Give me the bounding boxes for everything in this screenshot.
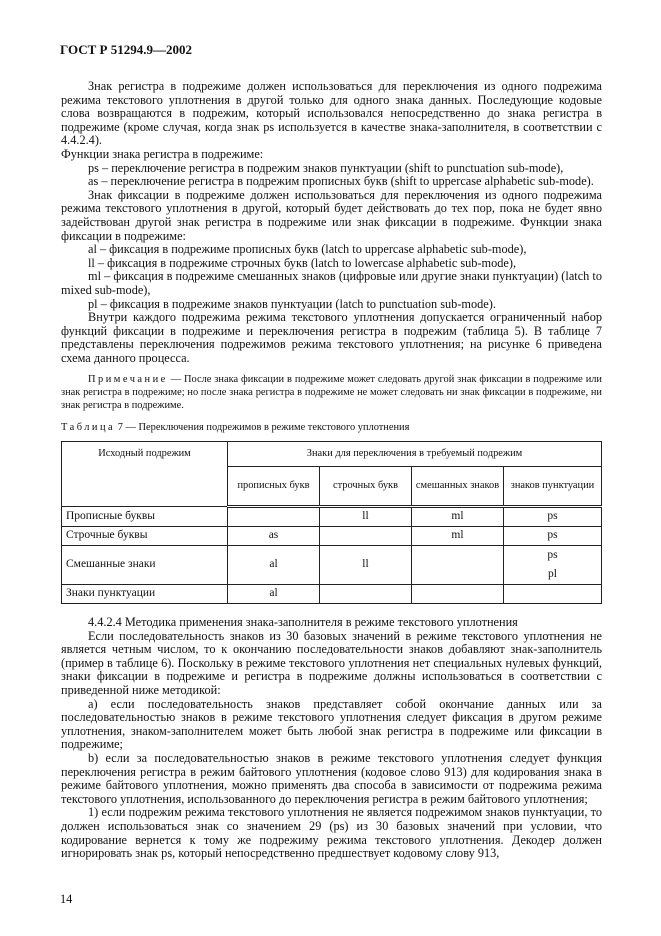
table-caption-text: 7 — Переключения подрежимов в режиме текстового уплотнения <box>115 422 410 434</box>
list-item: 1) если подрежим режима текстового уплотнения не является подрежимом знаков пунктуации, то должен использоваться знак со значением 29 (ps) из 30 базовых значений при условии, что кодирование вернется к тому же подрежиму режима текстового уплотнения. Декодер должен игнорировать знак ps, который непосредственно предшествует кодовому слову 913, <box>61 805 602 861</box>
header-source: Исходный подрежим <box>62 442 228 507</box>
cell: al <box>228 546 320 585</box>
list-item: b) если за последовательностью знаков в режиме текстового уплотнения следует функция переключения регистра в режим байтового уплотнения (кодовое слово 913) для кодирования знака в режиме байтового уплотнения, можно применять два способа в зависимости от подрежима режима текстового уплотнения, использованного до переключения регистра в режим байтового уплотнения; <box>61 751 602 806</box>
list-item: as – переключение регистра в подрежим прописных букв (shift to uppercase alphabetic sub-mode). <box>88 174 594 189</box>
list-item: ll – фиксация в подрежиме строчных букв (latch to lowercase alphabetic sub-mode), <box>88 255 517 270</box>
table-caption <box>61 421 602 435</box>
cell: al <box>228 585 320 604</box>
table-row <box>62 585 602 604</box>
page-number: 14 <box>60 892 73 906</box>
list-item: a) если последовательность знаков представляет собой окончание данных или за последовательностью знаков в режиме текстового уплотнения следует фиксация в другом режиме уплотнения, знаком-заполнителем может быть любой знак регистра в подрежиме или фиксации в подрежиме; <box>61 696 602 752</box>
mode-switch-table <box>61 441 602 604</box>
cell <box>504 546 602 585</box>
paragraph: Внутри каждого подрежима режима текстового уплотнения допускается ограниченный набор функций фиксации в подрежиме и переключения регистра в подрежим (таблица 5). В таблице 7 представлены переключения подрежимов режима текстового уплотнения; на рисунке 6 приведена схема данного процесса. <box>61 310 602 365</box>
section-heading: 4.4.2.4 Методика применения знака-заполнителя в режиме текстового уплотнения <box>88 615 518 630</box>
row-label: Смешанные знаки <box>62 546 228 585</box>
table-row <box>62 546 602 585</box>
cell-value: pl <box>548 567 557 580</box>
cell: ll <box>320 546 412 585</box>
list-item: ml – фиксация в подрежиме смешанных знаков (цифровые или другие знаки пунктуации) (latch to mixed sub-mode), <box>61 269 602 297</box>
cell: ps <box>504 527 602 546</box>
cell <box>412 546 504 585</box>
paragraph: Знак регистра в подрежиме должен использоваться для переключения из одного подрежима режима текстового уплотнения в другой только для одного знака данных. Последующие кодовые слова возвращаются в подрежим, который использовался непосредственно до знака регистра в подрежиме (кроме случая, когда знак ps используется в качестве знака-заполнителя, в соответствии с 4.4.2.4). <box>61 79 602 148</box>
table-row <box>62 527 602 546</box>
header-target: Знаки для переключения в требуемый подрежим <box>228 442 602 467</box>
cell <box>320 527 412 546</box>
subheader: прописных букв <box>228 467 320 507</box>
list-item: pl – фиксация в подрежиме знаков пунктуации (latch to punctuation sub-mode). <box>88 296 496 311</box>
document-body <box>61 80 602 861</box>
row-label: Строчные буквы <box>62 527 228 546</box>
cell-value: ps <box>547 548 558 561</box>
table-row <box>62 507 602 527</box>
subheader: смешанных знаков <box>412 467 504 507</box>
subheader: знаков пунктуации <box>504 467 602 507</box>
cell: ml <box>412 527 504 546</box>
cell: ml <box>412 507 504 527</box>
cell: ll <box>320 507 412 527</box>
cell <box>412 585 504 604</box>
subheader: строчных букв <box>320 467 412 507</box>
cell <box>320 585 412 604</box>
table-caption-label: Таблица <box>61 422 116 434</box>
list-item: al – фиксация в подрежиме прописных букв (latch to uppercase alphabetic sub-mode), <box>88 242 527 257</box>
list-item: ps – переключение регистра в подрежим знаков пунктуации (shift to punctuation sub-mode), <box>88 160 564 175</box>
paragraph: Если последовательность знаков из 30 базовых значений в режиме текстового уплотнения не является четным числом, то к окончанию последовательности знаков добавляют знак-заполнитель (пример в таблице 6). Поскольку в режиме текстового уплотнения нет специальных нулевых функций, знаки фиксации в подрежиме и регистра в подрежиме должны использоваться в соответствии с приведенной ниже методикой: <box>61 628 602 698</box>
document-header: ГОСТ Р 51294.9—2002 <box>60 42 192 57</box>
cell: ps <box>504 507 602 527</box>
cell <box>228 507 320 527</box>
cell: as <box>228 527 320 546</box>
note-label: Примечание <box>88 374 168 386</box>
paragraph: Функции знака регистра в подрежиме: <box>61 146 264 161</box>
row-label: Знаки пунктуации <box>62 585 228 604</box>
note-text: — После знака фиксации в подрежиме может следовать другой знак фиксации в подрежиме или знак регистра в подрежиме; но после знака регистра в подрежиме не может следовать ни знак фиксации в подрежиме, ни знак регистра в подрежиме. <box>61 374 602 412</box>
note <box>61 373 602 412</box>
cell <box>504 585 602 604</box>
row-label: Прописные буквы <box>62 507 228 527</box>
paragraph: Знак фиксации в подрежиме должен использоваться для переключения из одного подрежима режима текстового уплотнения в другой, который будет действовать до тех пор, пока не будет явно задействован другой знак регистра в подрежиме или знак фиксации в подрежиме. Функции знака фиксации в подрежиме: <box>61 187 602 243</box>
